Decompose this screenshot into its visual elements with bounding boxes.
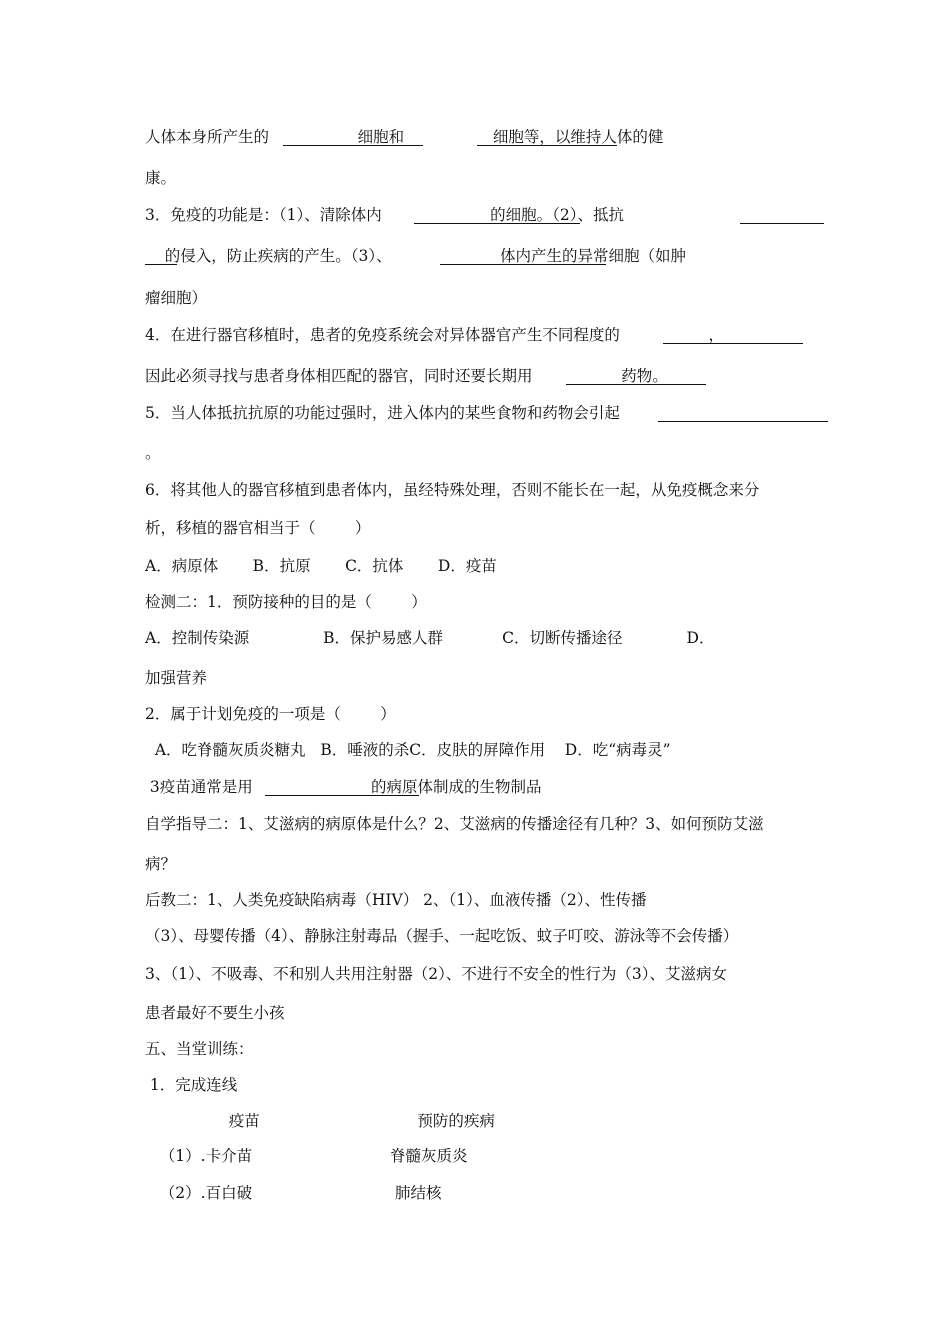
answer-blank[interactable] — [145, 264, 177, 265]
text-line: 疫苗 预防的疾病 — [145, 1112, 495, 1130]
text-line: 析，移植的器官相当于（ ） — [145, 519, 371, 537]
text-line: （3）、母婴传播（4）、静脉注射毒品（握手、一起吃饭、蚊子叮咬、游泳等不会传播） — [145, 927, 739, 945]
text-line: 1．完成连线 — [145, 1076, 238, 1094]
text-line: 5．当人体抵抗抗原的功能过强时，进入体内的某些食物和药物会引起 — [145, 404, 620, 422]
text-line: 3疫苗通常是用 的病原体制成的生物制品 — [145, 778, 542, 796]
text-line: A．病原体 B．抗原 C．抗体 D．疫苗 — [145, 557, 497, 575]
text-line: 3、（1）、不吸毒、不和别人共用注射器（2）、不进行不安全的性行为（3）、艾滋病女 — [145, 965, 727, 983]
answer-blank[interactable] — [414, 223, 580, 224]
text-line: 因此必须寻找与患者身体相匹配的器官，同时还要长期用 药物。 — [145, 367, 668, 385]
answer-blank[interactable] — [740, 223, 824, 224]
text-line: A．控制传染源 B．保护易感人群 C．切断传播途径 D． — [145, 629, 715, 647]
text-line: 瘤细胞） — [145, 289, 208, 307]
text-line: 人体本身所产生的 细胞和 细胞等，以维持人体的健 — [145, 128, 664, 146]
text-line: 检测二：1．预防接种的目的是（ ） — [145, 593, 427, 611]
text-line: （2）.百白破 肺结核 — [145, 1184, 442, 1202]
text-line: 2．属于计划免疫的一项是（ ） — [145, 705, 396, 723]
text-line: 的侵入，防止疾病的产生。（3）、 体内产生的异常细胞（如肿 — [145, 247, 686, 265]
text-line: A．吃脊髓灰质炎糖丸 B．唾液的杀C．皮肤的屏障作用 D．吃“病毒灵” — [145, 741, 671, 759]
text-line: 4．在进行器官移植时，患者的免疫系统会对异体器官产生不同程度的 ， — [145, 326, 725, 344]
text-line: 五、当堂训练： — [145, 1040, 254, 1058]
text-line: 自学指导二：1、艾滋病的病原体是什么？2、艾滋病的传播途径有几种？3、如何预防艾滋 — [145, 815, 764, 833]
text-line: 加强营养 — [145, 669, 208, 687]
answer-blank[interactable] — [663, 343, 803, 344]
answer-blank[interactable] — [477, 145, 617, 146]
text-line: 患者最好不要生小孩 — [145, 1004, 285, 1022]
text-line: 3．免疫的功能是：（1）、清除体内 的细胞。（2）、抵抗 — [145, 206, 624, 224]
text-line: 康。 — [145, 169, 177, 187]
answer-blank[interactable] — [566, 384, 706, 385]
text-line: （1）.卡介苗 脊髓灰质炎 — [145, 1147, 468, 1165]
text-line: 病？ — [145, 855, 177, 873]
text-line: 。 — [145, 444, 161, 462]
answer-blank[interactable] — [440, 264, 606, 265]
answer-blank[interactable] — [265, 795, 419, 796]
answer-blank[interactable] — [283, 145, 423, 146]
text-line: 后教二：1、人类免疫缺陷病毒（HIV） 2、（1）、血液传播（2）、性传播 — [145, 891, 647, 909]
text-line: 6．将其他人的器官移植到患者体内，虽经特殊处理，否则不能长在一起，从免疫概念来分 — [145, 481, 760, 499]
answer-blank[interactable] — [658, 421, 828, 422]
